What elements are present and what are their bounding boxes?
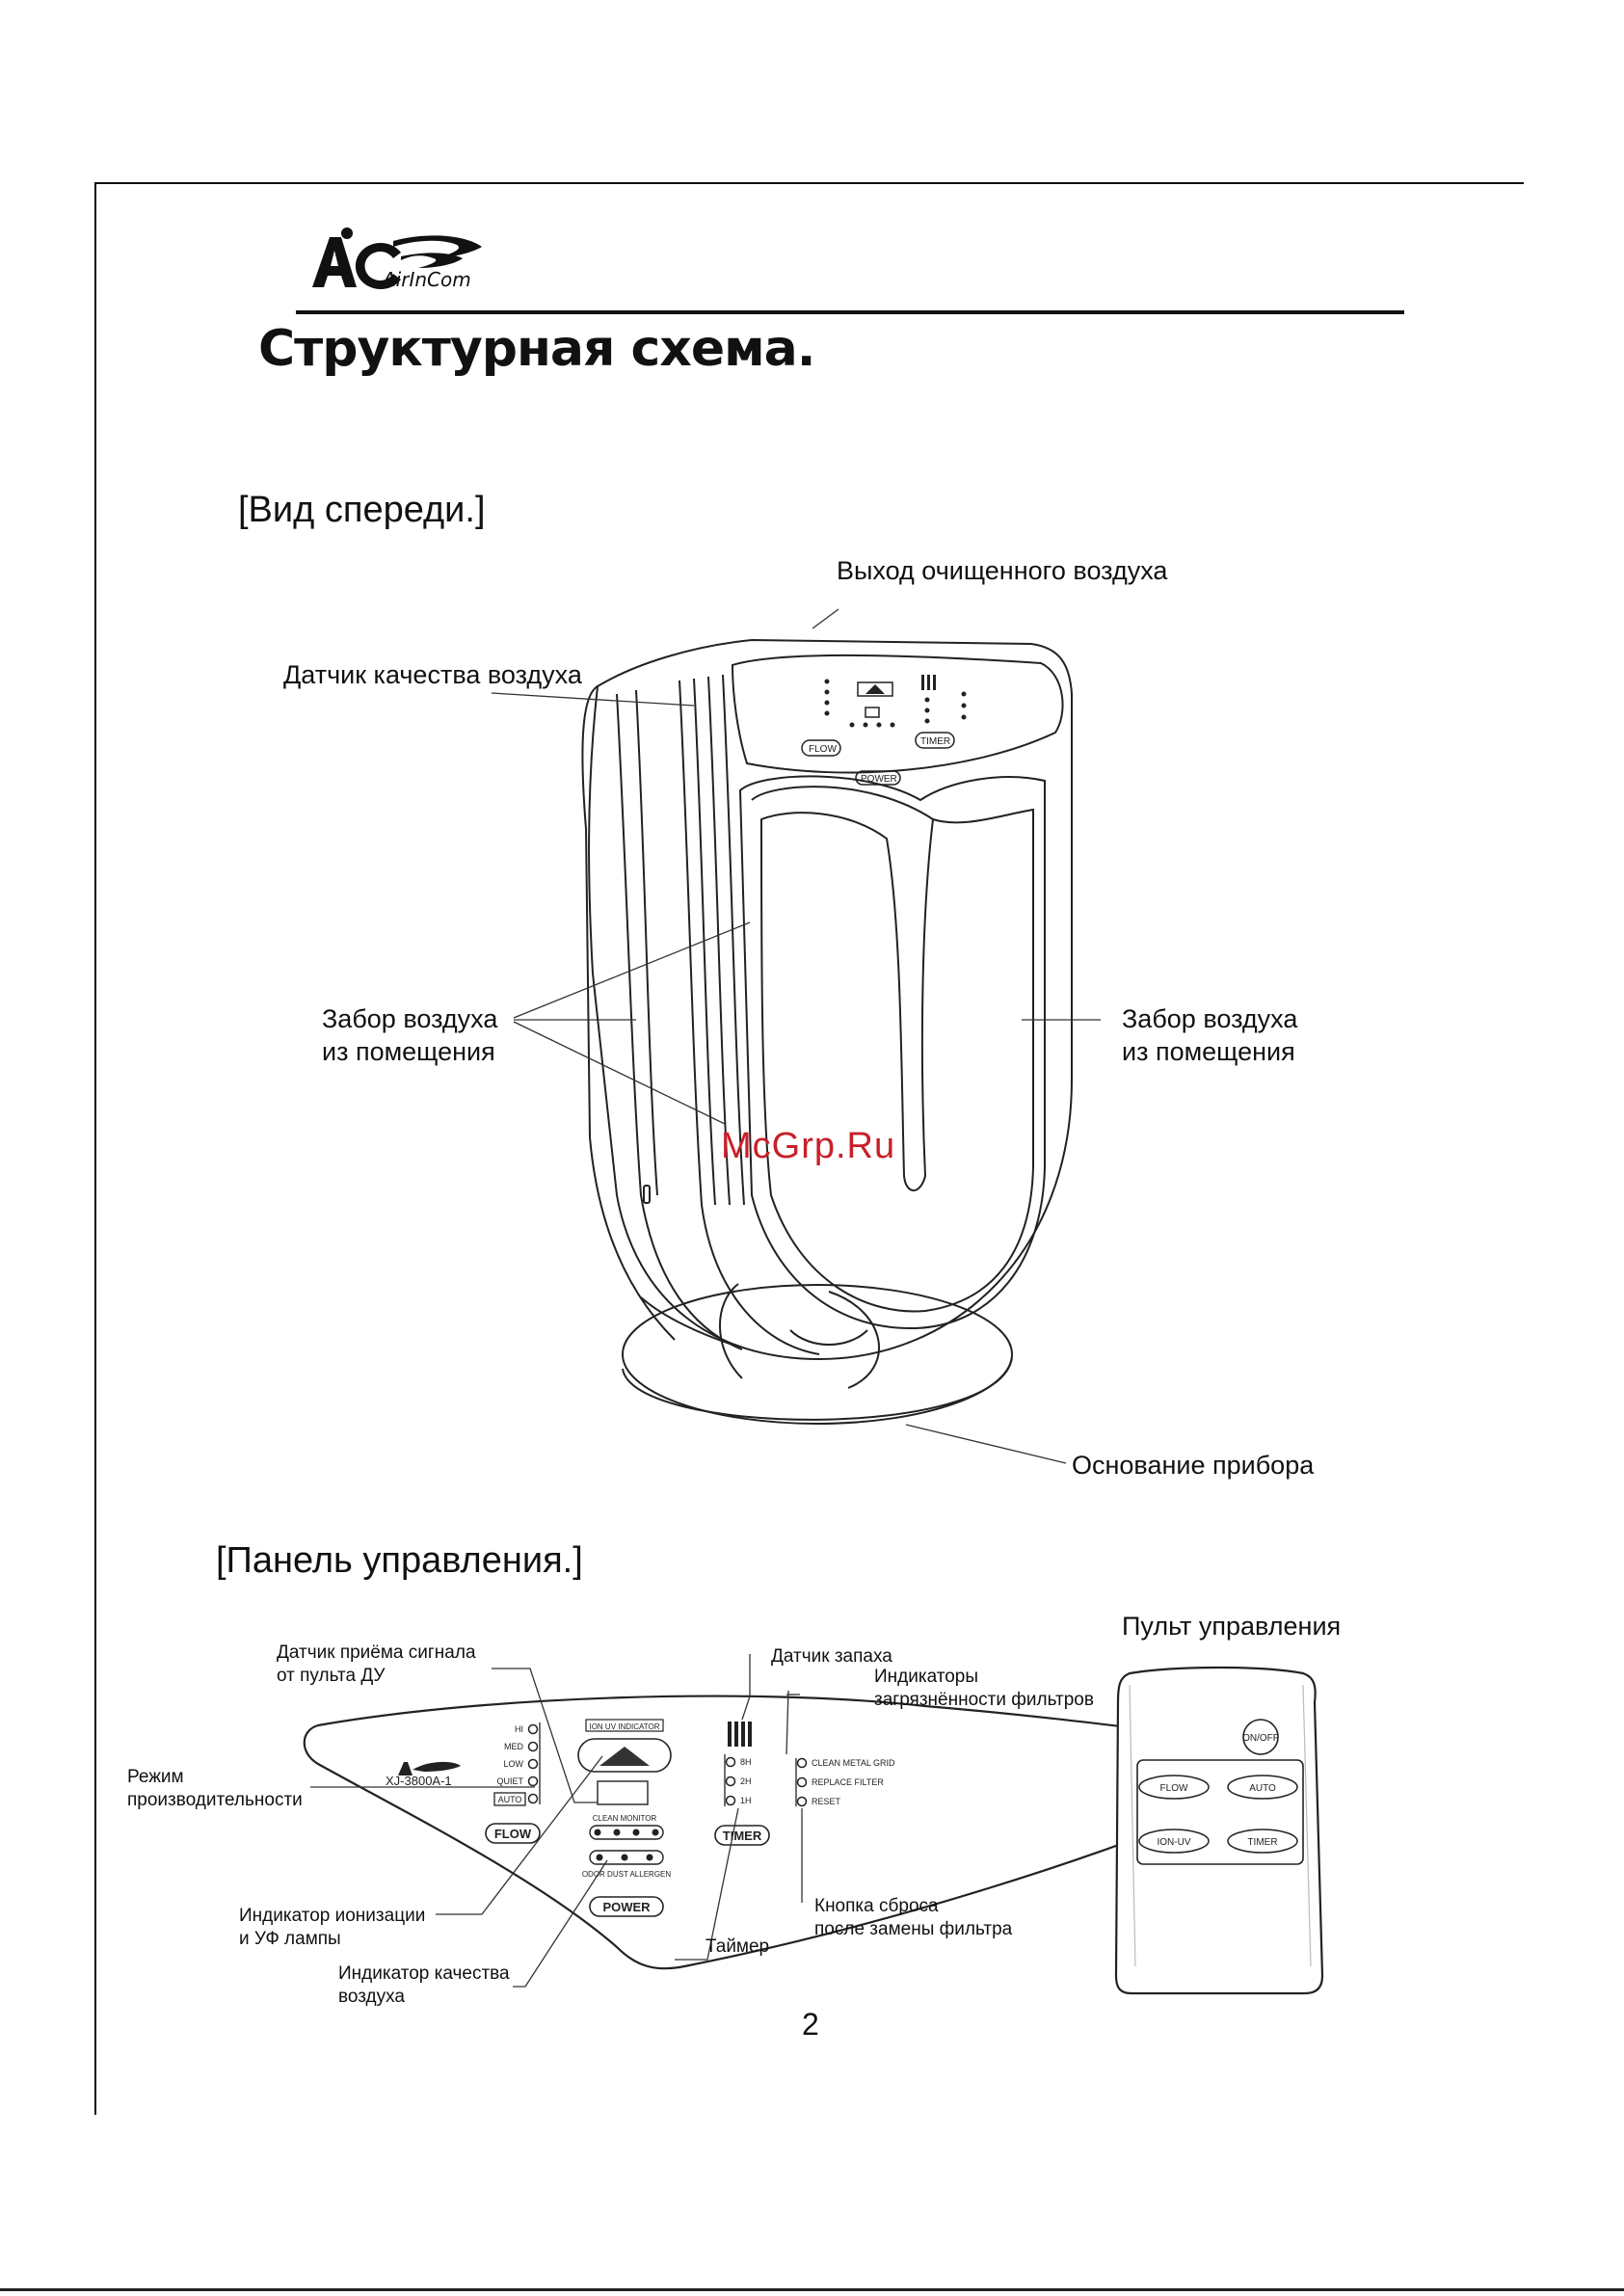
label-ion-uv-line1: Индикатор ионизации — [239, 1906, 426, 1926]
speed-auto-label: AUTO — [497, 1795, 522, 1804]
timer-1h-label: 1H — [740, 1796, 752, 1805]
page-number: 2 — [802, 2007, 819, 2042]
label-performance-mode-line1: Режим — [127, 1767, 184, 1787]
timer-button-label: TIMER — [722, 1829, 762, 1843]
label-air-intake-right-line1: Забор воздуха — [1122, 1004, 1298, 1033]
label-timer: Таймер — [706, 1936, 770, 1957]
remote-flow-button[interactable] — [1139, 1775, 1209, 1799]
label-air-intake-left-line1: Забор воздуха — [322, 1004, 498, 1033]
label-remote-receiver — [277, 1642, 476, 1688]
label-performance-mode — [127, 1766, 303, 1812]
label-device-base: Основание прибора — [1072, 1451, 1315, 1480]
timer-2h-label: 2H — [740, 1776, 752, 1786]
remote-on-off-label: ON/OFF — [1242, 1733, 1279, 1744]
label-air-quality-line2: воздуха — [338, 1987, 405, 2007]
timer-button[interactable] — [715, 1826, 769, 1845]
clean-metal-grid-label: CLEAN METAL GRID — [812, 1758, 895, 1768]
label-air-quality-indicator — [338, 1962, 510, 2009]
label-air-outlet: Выход очищенного воздуха — [837, 556, 1168, 585]
label-filter-reset — [814, 1895, 1012, 1941]
label-remote-receiver-line1: Датчик приёма сигнала — [277, 1642, 476, 1663]
brand-name: AirInCom — [383, 268, 471, 291]
label-filter-reset-line2: после замены фильтра — [814, 1919, 1013, 1939]
timer-8h-led — [727, 1758, 735, 1767]
watermark: McGrp.Ru — [721, 1126, 896, 1166]
replace-filter-label: REPLACE FILTER — [812, 1777, 884, 1787]
speed-hi-label: HI — [515, 1724, 523, 1734]
label-air-intake-right-line2: из помещения — [1122, 1037, 1295, 1066]
remote-receiver-window — [598, 1781, 648, 1804]
odor-sensor-grille — [728, 1722, 752, 1747]
flow-button[interactable] — [486, 1824, 540, 1843]
label-filter-reset-line1: Кнопка сброса — [814, 1896, 939, 1916]
remote-timer-button[interactable] — [1228, 1829, 1297, 1853]
page-title: Структурная схема. — [258, 320, 815, 378]
timer-2h-led — [727, 1777, 735, 1786]
control-panel-heading: [Панель управления.] — [216, 1540, 583, 1581]
label-ion-uv-indicator — [239, 1905, 425, 1951]
front-view-heading: [Вид спереди.] — [238, 490, 486, 530]
power-button[interactable] — [590, 1897, 663, 1916]
speed-med-led — [529, 1743, 538, 1751]
label-filter-indicators-line2: загрязнённости фильтров — [874, 1690, 1094, 1710]
speed-med-label: MED — [504, 1742, 523, 1751]
speed-auto-led — [529, 1795, 538, 1803]
timer-1h-led — [727, 1797, 735, 1805]
speed-quiet-label: QUIET — [496, 1776, 523, 1786]
label-filter-indicators — [874, 1666, 1094, 1712]
speed-quiet-led — [529, 1777, 538, 1786]
speed-low-led — [529, 1760, 538, 1769]
label-odor-sensor: Датчик запаха — [771, 1646, 892, 1667]
reset-label: RESET — [812, 1797, 841, 1806]
timer-8h-label: 8H — [740, 1757, 752, 1767]
label-air-quality-sensor: Датчик качества воздуха — [283, 660, 582, 689]
flow-button-label: FLOW — [493, 1827, 532, 1841]
svg-text:TIMER: TIMER — [920, 736, 951, 747]
remote-control — [1116, 1668, 1322, 1993]
pollutants-label: ODOR DUST ALLERGEN — [581, 1870, 672, 1879]
svg-text:POWER: POWER — [861, 774, 897, 785]
remote-ion-uv-label: ION-UV — [1157, 1837, 1191, 1848]
speed-low-label: LOW — [503, 1759, 523, 1769]
speed-hi-led — [529, 1725, 538, 1734]
label-ion-uv-line2: и УФ лампы — [239, 1929, 341, 1949]
clean-monitor-label: CLEAN MONITOR — [592, 1814, 657, 1823]
label-performance-mode-line2: производительности — [127, 1790, 303, 1810]
label-air-quality-line1: Индикатор качества — [338, 1963, 510, 1984]
replace-filter-led — [798, 1778, 807, 1787]
label-filter-indicators-line1: Индикаторы — [874, 1667, 979, 1687]
remote-heading: Пульт управления — [1122, 1612, 1342, 1641]
svg-text:FLOW: FLOW — [809, 744, 837, 755]
remote-auto-label: AUTO — [1249, 1783, 1276, 1794]
remote-on-off-button[interactable] — [1242, 1720, 1279, 1754]
clean-metal-grid-led — [798, 1759, 807, 1768]
ion-uv-indicator-label: ION UV INDICATOR — [589, 1722, 660, 1731]
reset-led — [798, 1798, 807, 1806]
panel-model: XJ-3800A-1 — [386, 1774, 452, 1788]
remote-auto-button[interactable] — [1228, 1775, 1297, 1799]
label-remote-receiver-line2: от пульта ДУ — [277, 1666, 386, 1686]
remote-timer-label: TIMER — [1247, 1837, 1278, 1848]
power-button-label: POWER — [602, 1900, 651, 1914]
remote-ion-uv-button[interactable] — [1139, 1829, 1209, 1853]
remote-flow-label: FLOW — [1159, 1783, 1188, 1794]
label-air-intake-left-line2: из помещения — [322, 1037, 495, 1066]
ion-uv-glow — [599, 1747, 650, 1766]
